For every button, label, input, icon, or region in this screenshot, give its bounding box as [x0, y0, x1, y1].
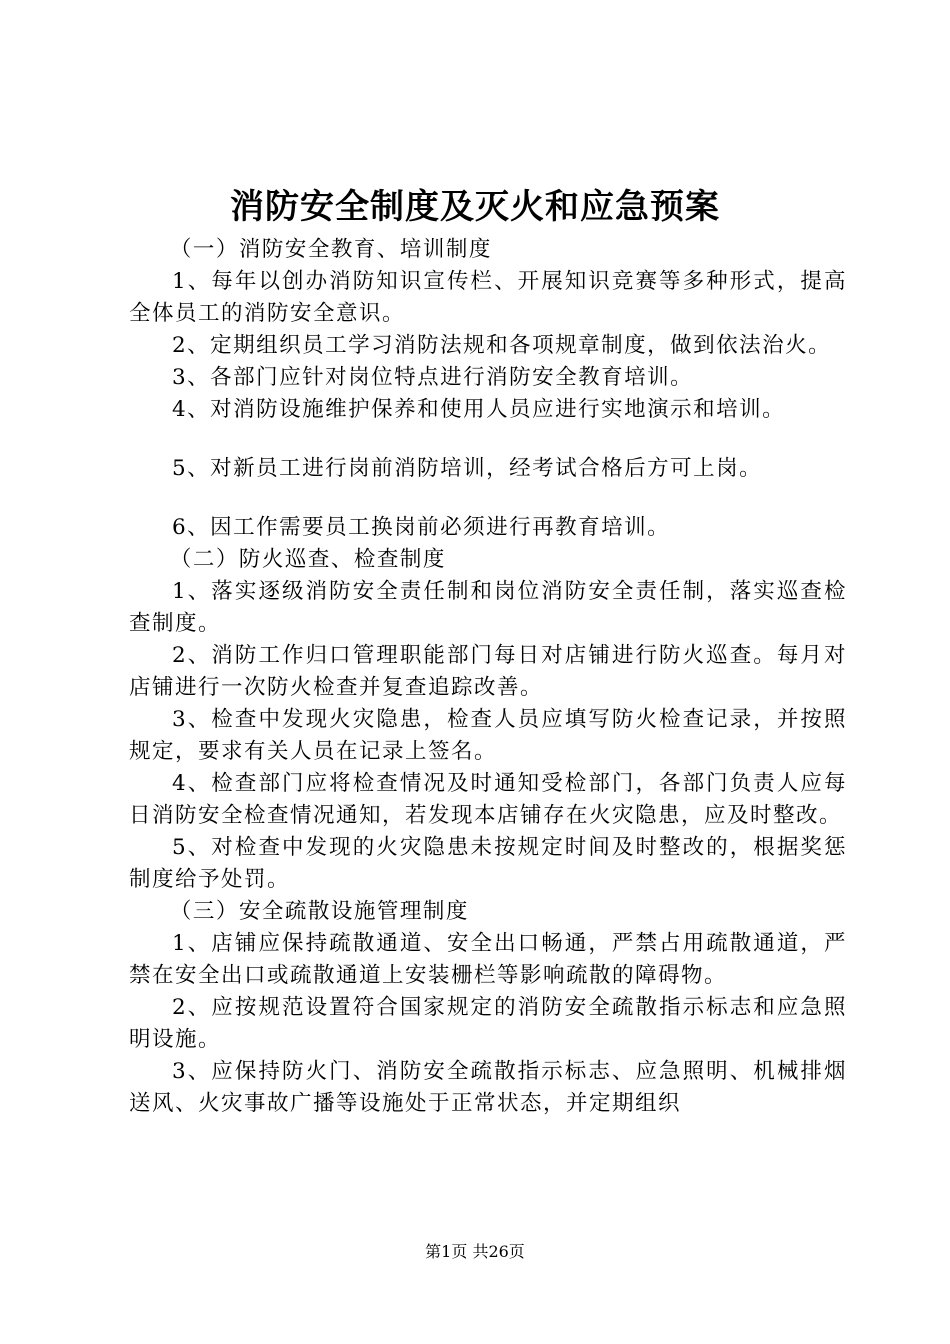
paragraph: 5、对新员工进行岗前消防培训，经考试合格后方可上岗。	[172, 456, 763, 481]
section-heading-2: （二）防火巡查、检查制度	[169, 547, 446, 572]
paragraph: 4、检查部门应将检查情况及时通知受检部门，各部门负责人应每日消防安全检查情况通知，若发现本店铺存在火灾隐患，应及时整改。	[129, 771, 847, 828]
section-heading-3: （三）安全疏散设施管理制度	[169, 899, 469, 924]
paragraph: 3、应保持防火门、消防安全疏散指示标志、应急照明、机械排烟送风、火灾事故广播等设施处于正常状态，并定期组织	[129, 1059, 847, 1116]
paragraph: 6、因工作需要员工换岗前必须进行再教育培训。	[172, 515, 671, 540]
paragraph: 1、店铺应保持疏散通道、安全出口畅通，严禁占用疏散通道，严禁在安全出口或疏散通道上安装栅栏等影响疏散的障碍物。	[129, 931, 847, 988]
paragraph: 2、消防工作归口管理职能部门每日对店铺进行防火巡查。每月对店铺进行一次防火检查并复查追踪改善。	[129, 643, 847, 700]
paragraph: 2、定期组织员工学习消防法规和各项规章制度，做到依法治火。	[172, 333, 832, 358]
document-title: 消防安全制度及灭火和应急预案	[230, 187, 720, 227]
paragraph: 3、检查中发现火灾隐患，检查人员应填写防火检查记录，并按照规定，要求有关人员在记录上签名。	[129, 707, 847, 764]
document-body	[129, 234, 847, 1120]
paragraph: 4、对消防设施维护保养和使用人员应进行实地演示和培训。	[172, 397, 786, 422]
paragraph: 1、落实逐级消防安全责任制和岗位消防安全责任制，落实巡查检查制度。	[129, 579, 847, 636]
paragraph: 3、各部门应针对岗位特点进行消防安全教育培训。	[172, 365, 694, 390]
paragraph: 2、应按规范设置符合国家规定的消防安全疏散指示标志和应急照明设施。	[129, 995, 847, 1052]
section-heading-1: （一）消防安全教育、培训制度	[169, 237, 492, 262]
paragraph: 5、对检查中发现的火灾隐患未按规定时间及时整改的，根据奖惩制度给予处罚。	[129, 835, 847, 892]
paragraph: 1、每年以创办消防知识宣传栏、开展知识竞赛等多种形式，提高全体员工的消防安全意识。	[129, 269, 847, 326]
page-number: 第1页 共26页	[425, 1242, 525, 1261]
